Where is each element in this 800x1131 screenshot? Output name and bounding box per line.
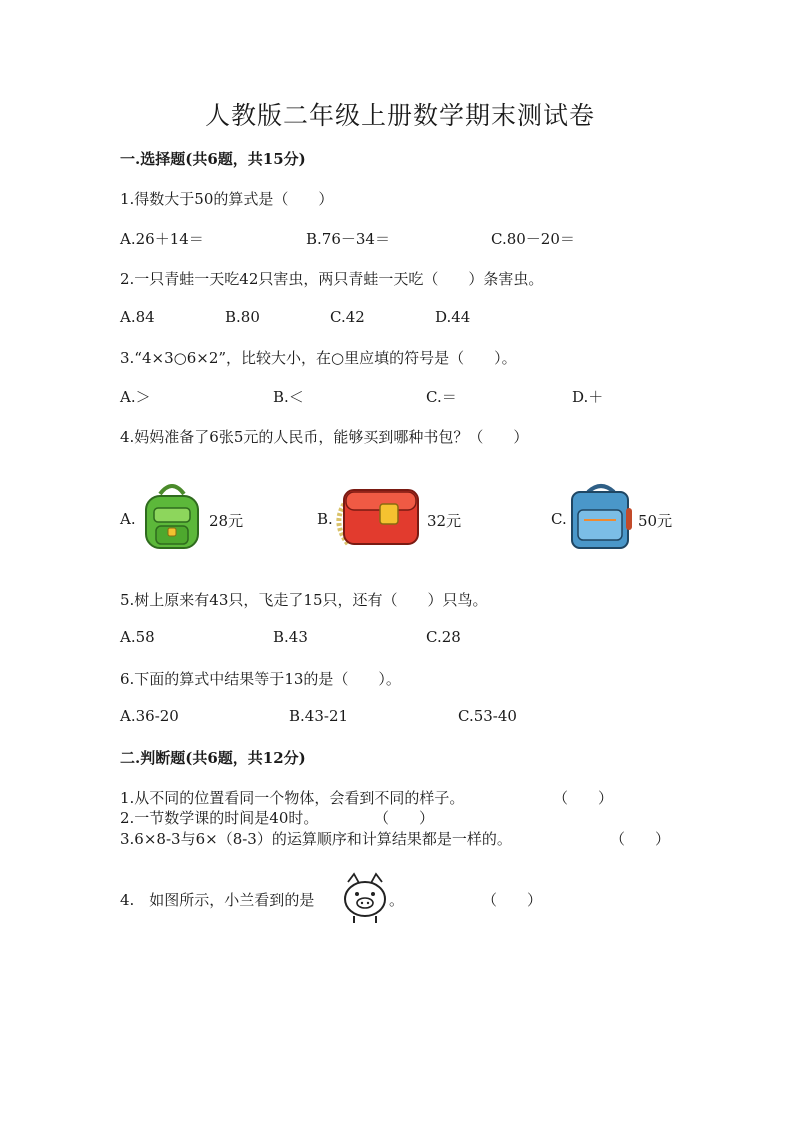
q2-option-a: A.84 bbox=[120, 308, 155, 326]
section1-heading: 一.选择题(共6题，共15分) bbox=[120, 150, 306, 168]
q3-option-c: C.＝ bbox=[426, 388, 457, 406]
q6-option-c: C.53-40 bbox=[458, 707, 517, 725]
q1-option-b: B.76－34＝ bbox=[306, 230, 390, 248]
q4-option-b: B. bbox=[317, 510, 333, 528]
q4-price-b: 32元 bbox=[427, 512, 462, 530]
question-6: 6.下面的算式中结果等于13的是（ ）。 bbox=[120, 670, 401, 688]
question-2: 2.一只青蛙一天吃42只害虫，两只青蛙一天吃（ ）条害虫。 bbox=[120, 270, 544, 288]
question-5: 5.树上原来有43只，飞走了15只，还有（ ）只鸟。 bbox=[120, 591, 488, 609]
q2-option-c: C.42 bbox=[330, 308, 365, 326]
q5-option-c: C.28 bbox=[426, 628, 461, 646]
q5-option-a: A.58 bbox=[120, 628, 155, 646]
question-1: 1.得数大于50的算式是（ ） bbox=[120, 190, 334, 208]
judgment-1: 1.从不同的位置看同一个物体，会看到不同的样子。 bbox=[120, 789, 465, 807]
judgment-4: 4. 如图所示，小兰看到的是 bbox=[120, 891, 315, 909]
section2-heading: 二.判断题(共6题，共12分) bbox=[120, 749, 306, 767]
q4-price-c: 50元 bbox=[638, 512, 673, 530]
q1-option-c: C.80－20＝ bbox=[491, 230, 575, 248]
question-3: 3.“4×3○6×2”，比较大小，在○里应填的符号是（ ）。 bbox=[120, 349, 517, 367]
q6-option-b: B.43-21 bbox=[289, 707, 349, 725]
q4-option-a: A. bbox=[120, 510, 136, 528]
q4-option-c: C. bbox=[551, 510, 567, 528]
judgment-3-blank: （ ） bbox=[610, 830, 671, 848]
judgment-2: 2.一节数学课的时间是40时。 bbox=[120, 809, 319, 827]
q3-option-a: A.＞ bbox=[120, 388, 151, 406]
q6-option-a: A.36-20 bbox=[120, 707, 179, 725]
q2-option-d: D.44 bbox=[435, 308, 471, 326]
q3-option-b: B.＜ bbox=[273, 388, 304, 406]
blue-backpack-icon bbox=[566, 480, 636, 550]
q5-option-b: B.43 bbox=[273, 628, 308, 646]
judgment-3: 3.6×8-3与6×（8-3）的运算顺序和计算结果都是一样的。 bbox=[120, 830, 512, 848]
judgment-2-blank: （ ） bbox=[374, 809, 435, 827]
q3-option-d: D.＋ bbox=[572, 388, 604, 406]
question-4: 4.妈妈准备了6张5元的人民币，能够买到哪种书包？（ ） bbox=[120, 428, 529, 446]
q2-option-b: B.80 bbox=[225, 308, 260, 326]
red-backpack-icon bbox=[330, 484, 424, 548]
judgment-4-period: 。 bbox=[389, 891, 405, 909]
green-backpack-icon bbox=[136, 480, 208, 552]
pig-face-icon bbox=[340, 870, 390, 926]
page-title: 人教版二年级上册数学期末测试卷 bbox=[204, 101, 595, 130]
judgment-1-blank: （ ） bbox=[553, 789, 614, 807]
judgment-4-blank: （ ） bbox=[482, 891, 543, 909]
q1-option-a: A.26＋14＝ bbox=[120, 230, 204, 248]
q4-price-a: 28元 bbox=[209, 512, 244, 530]
